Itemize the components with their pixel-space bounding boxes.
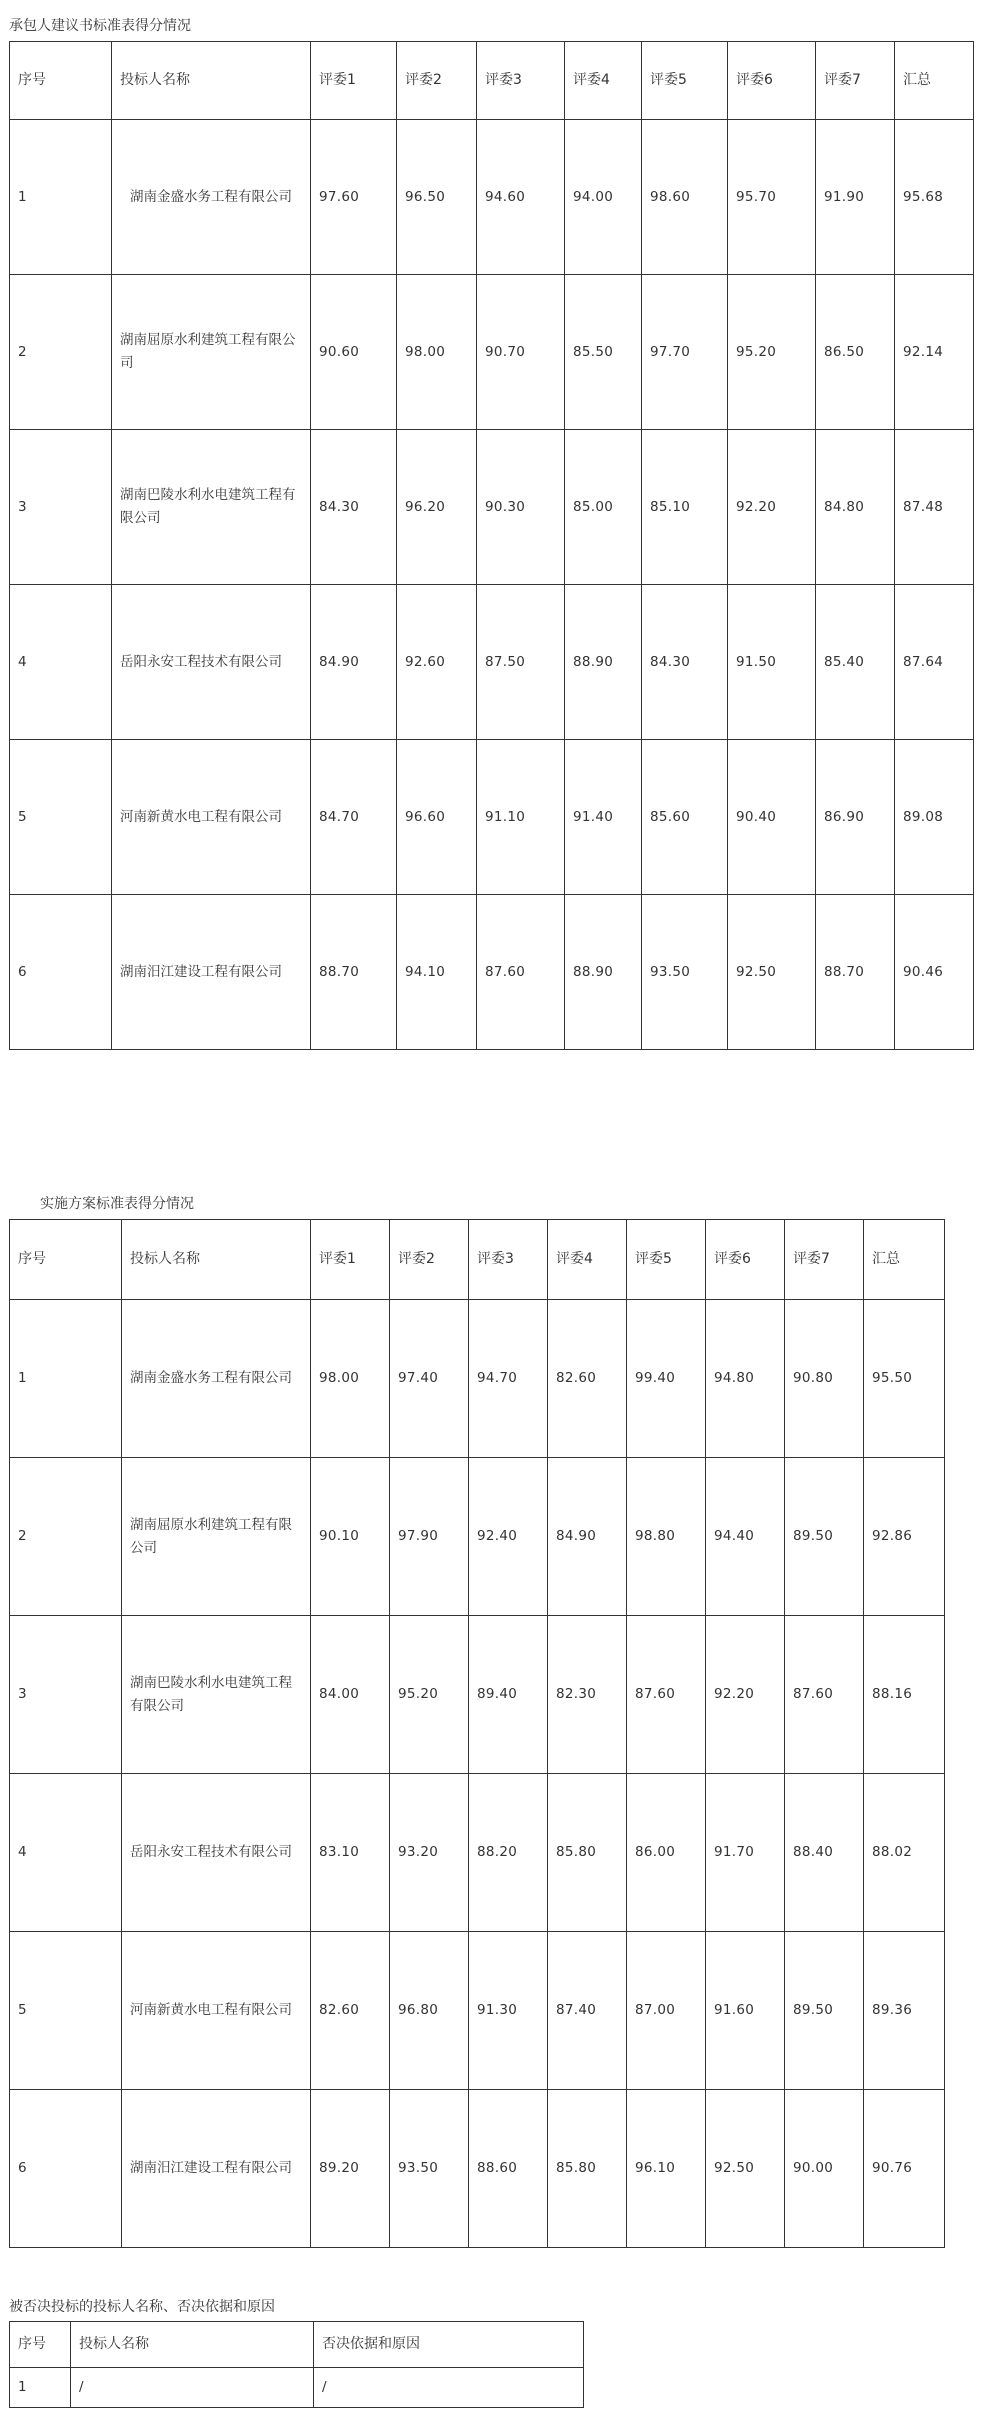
- table-row: [10, 740, 974, 895]
- judge-score: 82.60: [548, 1300, 627, 1458]
- judge-score: 91.90: [816, 120, 895, 275]
- judge-score: 91.70: [706, 1774, 785, 1932]
- bidder-name: 湖南金盛水务工程有限公司: [122, 1300, 311, 1458]
- table2-caption: 实施方案标准表得分情况: [40, 1196, 194, 1212]
- judge-score: 94.40: [706, 1458, 785, 1616]
- judge-score: 96.50: [397, 120, 477, 275]
- judge-score: 90.70: [477, 275, 565, 430]
- total-score: 92.86: [864, 1458, 945, 1616]
- total-score: 89.36: [864, 1932, 945, 2090]
- column-header: 评委1: [311, 1220, 390, 1300]
- bidder-name: 湖南屈原水利建筑工程有限公司: [112, 275, 311, 430]
- judge-score: 92.20: [706, 1616, 785, 1774]
- rejected-bidders-table: [9, 2321, 584, 2408]
- judge-score: 90.60: [311, 275, 397, 430]
- judge-score: 84.90: [311, 585, 397, 740]
- table-row: [10, 1616, 945, 1774]
- judge-score: 85.80: [548, 2090, 627, 2248]
- total-score: 92.14: [895, 275, 974, 430]
- implementation-plan-score-table: [9, 1219, 945, 2248]
- row-index: 3: [10, 430, 112, 585]
- judge-score: 92.40: [469, 1458, 548, 1616]
- column-header: 评委4: [565, 42, 642, 120]
- judge-score: 91.40: [565, 740, 642, 895]
- judge-score: 89.50: [785, 1458, 864, 1616]
- judge-score: 98.00: [397, 275, 477, 430]
- row-index: 6: [10, 2090, 122, 2248]
- row-index: 2: [10, 275, 112, 430]
- total-score: 89.08: [895, 740, 974, 895]
- judge-score: 86.90: [816, 740, 895, 895]
- column-header: 投标人名称: [122, 1220, 311, 1300]
- total-score: 95.68: [895, 120, 974, 275]
- judge-score: 98.00: [311, 1300, 390, 1458]
- judge-score: 85.40: [816, 585, 895, 740]
- column-header: 投标人名称: [112, 42, 311, 120]
- total-score: 95.50: [864, 1300, 945, 1458]
- row-index: 6: [10, 895, 112, 1050]
- judge-score: 84.30: [311, 430, 397, 585]
- row-index: 4: [10, 1774, 122, 1932]
- judge-score: 90.10: [311, 1458, 390, 1616]
- judge-score: 92.50: [728, 895, 816, 1050]
- table-row: [10, 2090, 945, 2248]
- judge-score: 94.10: [397, 895, 477, 1050]
- judge-score: 88.40: [785, 1774, 864, 1932]
- bidder-name: 湖南巴陵水利水电建筑工程有限公司: [112, 430, 311, 585]
- column-header: 评委7: [785, 1220, 864, 1300]
- judge-score: 89.40: [469, 1616, 548, 1774]
- judge-score: 84.90: [548, 1458, 627, 1616]
- judge-score: 97.70: [642, 275, 728, 430]
- table-row: [10, 1458, 945, 1616]
- bidder-name: 湖南巴陵水利水电建筑工程有限公司: [122, 1616, 311, 1774]
- judge-score: 85.10: [642, 430, 728, 585]
- bidder-name: 湖南屈原水利建筑工程有限公司: [122, 1458, 311, 1616]
- judge-score: 92.60: [397, 585, 477, 740]
- table-row: [10, 895, 974, 1050]
- judge-score: 94.70: [469, 1300, 548, 1458]
- table-row: [10, 1932, 945, 2090]
- judge-score: 87.60: [627, 1616, 706, 1774]
- column-header: 评委2: [397, 42, 477, 120]
- column-header: 评委3: [469, 1220, 548, 1300]
- judge-score: 88.20: [469, 1774, 548, 1932]
- bidder-name: /: [71, 2368, 314, 2408]
- total-score: 90.76: [864, 2090, 945, 2248]
- table-row: [10, 585, 974, 740]
- row-index: 5: [10, 740, 112, 895]
- judge-score: 93.50: [390, 2090, 469, 2248]
- column-header: 评委4: [548, 1220, 627, 1300]
- bidder-name: 河南新黄水电工程有限公司: [122, 1932, 311, 2090]
- judge-score: 94.00: [565, 120, 642, 275]
- judge-score: 93.50: [642, 895, 728, 1050]
- judge-score: 88.60: [469, 2090, 548, 2248]
- judge-score: 83.10: [311, 1774, 390, 1932]
- judge-score: 84.00: [311, 1616, 390, 1774]
- bidder-name: 湖南汨江建设工程有限公司: [112, 895, 311, 1050]
- total-score: 87.48: [895, 430, 974, 585]
- row-index: 2: [10, 1458, 122, 1616]
- judge-score: 96.20: [397, 430, 477, 585]
- column-header: 评委5: [642, 42, 728, 120]
- table3-caption: 被否决投标的投标人名称、否决依据和原因: [9, 2299, 275, 2315]
- judge-score: 95.20: [390, 1616, 469, 1774]
- row-index: 3: [10, 1616, 122, 1774]
- judge-score: 97.60: [311, 120, 397, 275]
- column-header: 评委6: [728, 42, 816, 120]
- judge-score: 95.70: [728, 120, 816, 275]
- judge-score: 94.80: [706, 1300, 785, 1458]
- table-row: [10, 430, 974, 585]
- judge-score: 86.50: [816, 275, 895, 430]
- total-score: 90.46: [895, 895, 974, 1050]
- column-header: 评委2: [390, 1220, 469, 1300]
- judge-score: 97.40: [390, 1300, 469, 1458]
- judge-score: 90.30: [477, 430, 565, 585]
- judge-score: 96.60: [397, 740, 477, 895]
- column-header: 序号: [10, 42, 112, 120]
- judge-score: 89.20: [311, 2090, 390, 2248]
- table-row: [10, 120, 974, 275]
- judge-score: 98.80: [627, 1458, 706, 1616]
- judge-score: 84.30: [642, 585, 728, 740]
- table1-caption: 承包人建议书标准表得分情况: [9, 18, 191, 34]
- judge-score: 87.40: [548, 1932, 627, 2090]
- total-score: 88.02: [864, 1774, 945, 1932]
- row-index: 4: [10, 585, 112, 740]
- judge-score: 92.50: [706, 2090, 785, 2248]
- table-row: [10, 275, 974, 430]
- judge-score: 85.50: [565, 275, 642, 430]
- judge-score: 94.60: [477, 120, 565, 275]
- judge-score: 87.00: [627, 1932, 706, 2090]
- judge-score: 98.60: [642, 120, 728, 275]
- rejection-reason: /: [314, 2368, 584, 2408]
- bidder-proposal-score-table: [9, 41, 974, 1050]
- bidder-name: 湖南金盛水务工程有限公司: [112, 120, 311, 275]
- row-index: 1: [10, 2368, 71, 2408]
- judge-score: 85.60: [642, 740, 728, 895]
- judge-score: 92.20: [728, 430, 816, 585]
- judge-score: 99.40: [627, 1300, 706, 1458]
- judge-score: 86.00: [627, 1774, 706, 1932]
- column-header: 序号: [10, 2322, 71, 2368]
- row-index: 1: [10, 1300, 122, 1458]
- column-header: 投标人名称: [71, 2322, 314, 2368]
- judge-score: 91.60: [706, 1932, 785, 2090]
- judge-score: 82.30: [548, 1616, 627, 1774]
- column-header: 评委7: [816, 42, 895, 120]
- judge-score: 82.60: [311, 1932, 390, 2090]
- column-header: 评委1: [311, 42, 397, 120]
- judge-score: 91.50: [728, 585, 816, 740]
- column-header: 汇总: [864, 1220, 945, 1300]
- bidder-name: 岳阳永安工程技术有限公司: [122, 1774, 311, 1932]
- judge-score: 88.70: [311, 895, 397, 1050]
- column-header: 汇总: [895, 42, 974, 120]
- row-index: 1: [10, 120, 112, 275]
- judge-score: 87.60: [477, 895, 565, 1050]
- header-row: [10, 42, 974, 120]
- judge-score: 84.80: [816, 430, 895, 585]
- judge-score: 88.70: [816, 895, 895, 1050]
- table-row: [10, 1774, 945, 1932]
- column-header: 评委3: [477, 42, 565, 120]
- judge-score: 84.70: [311, 740, 397, 895]
- judge-score: 91.30: [469, 1932, 548, 2090]
- column-header: 评委6: [706, 1220, 785, 1300]
- table-row: [10, 1300, 945, 1458]
- bidder-name: 湖南汨江建设工程有限公司: [122, 2090, 311, 2248]
- column-header: 序号: [10, 1220, 122, 1300]
- bidder-name: 岳阳永安工程技术有限公司: [112, 585, 311, 740]
- judge-score: 93.20: [390, 1774, 469, 1932]
- header-row: [10, 2322, 584, 2368]
- judge-score: 87.50: [477, 585, 565, 740]
- judge-score: 89.50: [785, 1932, 864, 2090]
- total-score: 87.64: [895, 585, 974, 740]
- judge-score: 85.00: [565, 430, 642, 585]
- judge-score: 90.40: [728, 740, 816, 895]
- table-row: [10, 2368, 584, 2408]
- judge-score: 90.80: [785, 1300, 864, 1458]
- judge-score: 88.90: [565, 585, 642, 740]
- judge-score: 96.10: [627, 2090, 706, 2248]
- judge-score: 87.60: [785, 1616, 864, 1774]
- judge-score: 91.10: [477, 740, 565, 895]
- judge-score: 88.90: [565, 895, 642, 1050]
- row-index: 5: [10, 1932, 122, 2090]
- judge-score: 85.80: [548, 1774, 627, 1932]
- judge-score: 90.00: [785, 2090, 864, 2248]
- total-score: 88.16: [864, 1616, 945, 1774]
- column-header: 否决依据和原因: [314, 2322, 584, 2368]
- header-row: [10, 1220, 945, 1300]
- judge-score: 96.80: [390, 1932, 469, 2090]
- judge-score: 95.20: [728, 275, 816, 430]
- bidder-name: 河南新黄水电工程有限公司: [112, 740, 311, 895]
- column-header: 评委5: [627, 1220, 706, 1300]
- judge-score: 97.90: [390, 1458, 469, 1616]
